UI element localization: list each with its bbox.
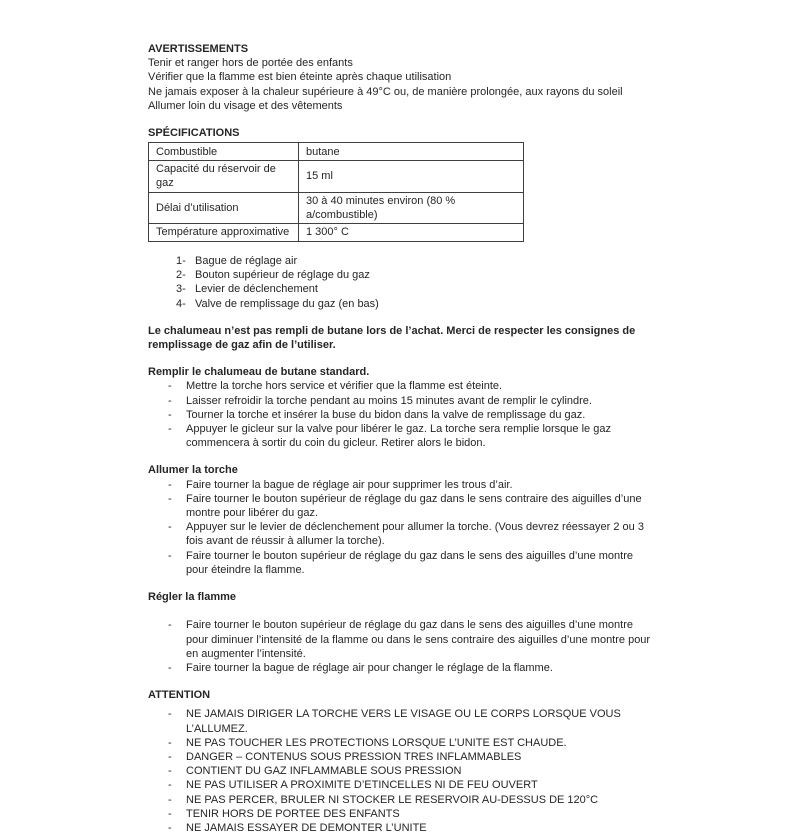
list-item-text: Bague de réglage air (195, 255, 298, 268)
adjust-heading: Régler la flamme (148, 591, 237, 604)
bullet-marker: - (168, 478, 172, 491)
spec-value: 1 300° C (299, 224, 524, 242)
bullet-marker: - (168, 394, 172, 407)
spec-value: butane (299, 143, 524, 161)
list-item (148, 394, 654, 408)
bullet-marker: - (168, 549, 172, 562)
bullet-marker: - (168, 779, 172, 792)
adjust-bullets (148, 618, 654, 675)
list-item-text: TENIR HORS DE PORTEE DES ENFANTS (186, 807, 400, 820)
bullet-marker: - (168, 408, 172, 421)
bullet-marker: - (168, 793, 172, 806)
list-item-text: NE PAS PERCER, BRULER NI STOCKER LE RESERVOIR AU-DESSUS DE 120°C (186, 793, 599, 806)
list-item-text: Appuyer le gicleur sur la valve pour libérer le gaz. La torche sera remplie lorsque le gaz commencera à sortir du coin du gicleur. Retirer alors le bidon. (186, 423, 611, 450)
attention-heading: ATTENTION (148, 689, 211, 702)
bullet-marker: - (168, 750, 172, 763)
document-content (148, 42, 654, 835)
list-item (148, 422, 654, 450)
bullet-marker: - (168, 619, 172, 632)
list-item-text: DANGER – CONTENUS SOUS PRESSION TRES INFLAMMABLES (186, 750, 522, 763)
bullet-marker: - (168, 521, 172, 534)
list-item-text: Laisser refroidir la torche pendant au moins 15 minutes avant de remplir le cylindre. (186, 394, 592, 407)
table-row (149, 161, 524, 192)
fill-heading: Remplir le chalumeau de butane standard. (148, 366, 370, 379)
warnings-section (148, 42, 654, 113)
list-item (148, 750, 654, 764)
list-number: 3- (176, 283, 186, 296)
fill-section (148, 365, 654, 450)
list-item (148, 764, 654, 778)
spec-value: 15 ml (299, 161, 524, 192)
bullet-marker: - (168, 423, 172, 436)
list-item-text: NE PAS TOUCHER LES PROTECTIONS LORSQUE L’UNITE EST CHAUDE. (186, 736, 567, 749)
list-item (148, 793, 654, 807)
list-item-text: NE JAMAIS DIRIGER LA TORCHE VERS LE VISAGE OU LE CORPS LORSQUE VOUS L’ALLUMEZ. (186, 708, 621, 735)
spec-label: Température approximative (149, 224, 299, 242)
bullet-marker: - (168, 821, 172, 834)
spec-label: Combustible (149, 143, 299, 161)
list-item (148, 478, 654, 492)
list-item (148, 549, 654, 577)
fill-bullets (148, 379, 654, 450)
purchase-notice: Le chalumeau n’est pas rempli de butane lors de l’achat. Merci de respecter les consignes de remplissage de gaz afin de l’utiliser. (148, 324, 636, 352)
light-bullets (148, 478, 654, 577)
parts-list (148, 254, 654, 311)
list-item (148, 297, 654, 311)
list-item-text: Faire tourner le bouton supérieur de réglage du gaz dans le sens contraire des aiguilles d’une montre pour libérer du gaz. (186, 492, 642, 520)
list-item (148, 254, 654, 268)
specifications-table (148, 142, 524, 242)
list-item-text: NE JAMAIS ESSAYER DE DEMONTER L’UNITE (186, 821, 427, 834)
warning-line: Ne jamais exposer à la chaleur supérieure à 49°C ou, de manière prolongée, aux rayons du soleil (148, 85, 623, 98)
list-item (148, 736, 654, 750)
list-item-text: Faire tourner le bouton supérieur de réglage du gaz dans le sens des aiguilles d’une montre pour éteindre la flamme. (186, 549, 634, 576)
list-item (148, 379, 654, 393)
specifications-section (148, 126, 654, 242)
list-item-text: Appuyer sur le levier de déclenchement pour allumer la torche. (Vous devrez réessayer 2 ou 3 fois avant de réussir à allumer la torche). (186, 521, 644, 548)
bullet-marker: - (168, 661, 172, 674)
bullet-marker: - (168, 807, 172, 820)
list-item-text: Tourner la torche et insérer la buse du bidon dans la valve de remplissage du gaz. (186, 408, 586, 421)
warning-line: Tenir et ranger hors de portée des enfants (148, 57, 353, 70)
list-item-text: Faire tourner le bouton supérieur de réglage du gaz dans le sens des aiguilles d’une montre pour diminuer l’intensité de la flamme ou dans le sens contraire des aiguilles d’une montre pour en augmenter l’intensité. (186, 619, 651, 660)
bullet-marker: - (168, 380, 172, 393)
bullet-marker: - (168, 708, 172, 721)
list-item (148, 661, 654, 675)
list-item (148, 408, 654, 422)
table-row (149, 224, 524, 242)
list-item-text: Faire tourner la bague de réglage air pour supprimer les trous d’air. (186, 478, 513, 491)
attention-section (148, 688, 654, 835)
list-item-text: Levier de déclenchement (195, 283, 318, 296)
list-item (148, 807, 654, 821)
light-heading: Allumer la torche (148, 464, 238, 477)
list-number: 4- (176, 297, 186, 310)
list-item (148, 268, 654, 282)
table-row (149, 192, 524, 223)
list-item-text: CONTIENT DU GAZ INFLAMMABLE SOUS PRESSION (186, 765, 462, 778)
list-item (148, 520, 654, 548)
table-row (149, 143, 524, 161)
list-number: 1- (176, 255, 186, 268)
warning-line: Allumer loin du visage et des vêtements (148, 99, 343, 112)
bullet-marker: - (168, 736, 172, 749)
list-item (148, 282, 654, 296)
warnings-heading: AVERTISSEMENTS (148, 43, 249, 55)
list-item (148, 821, 654, 835)
list-item-text: Bouton supérieur de réglage du gaz (195, 269, 370, 282)
spec-label: Délai d’utilisation (149, 192, 299, 223)
list-item (148, 778, 654, 792)
list-item-text: Valve de remplissage du gaz (en bas) (195, 297, 379, 310)
spec-label: Capacité du réservoir de gaz (149, 161, 299, 192)
list-item-text: Mettre la torche hors service et vérifier que la flamme est éteinte. (186, 380, 503, 393)
light-section (148, 463, 654, 577)
bullet-marker: - (168, 765, 172, 778)
list-item-text: Faire tourner la bague de réglage air pour changer le réglage de la flamme. (186, 661, 553, 674)
list-item (148, 618, 654, 661)
list-number: 2- (176, 269, 186, 282)
list-item-text: NE PAS UTILISER A PROXIMITE D’ETINCELLES NI DE FEU OUVERT (186, 779, 538, 792)
bullet-marker: - (168, 492, 172, 505)
warning-line: Vérifier que la flamme est bien éteinte après chaque utilisation (148, 71, 452, 84)
attention-bullets (148, 707, 654, 835)
spec-value: 30 à 40 minutes environ (80 % a/combustible) (299, 192, 524, 223)
list-item (148, 707, 654, 735)
list-item (148, 492, 654, 520)
specifications-heading: SPÉCIFICATIONS (148, 127, 240, 140)
adjust-section (148, 590, 654, 675)
